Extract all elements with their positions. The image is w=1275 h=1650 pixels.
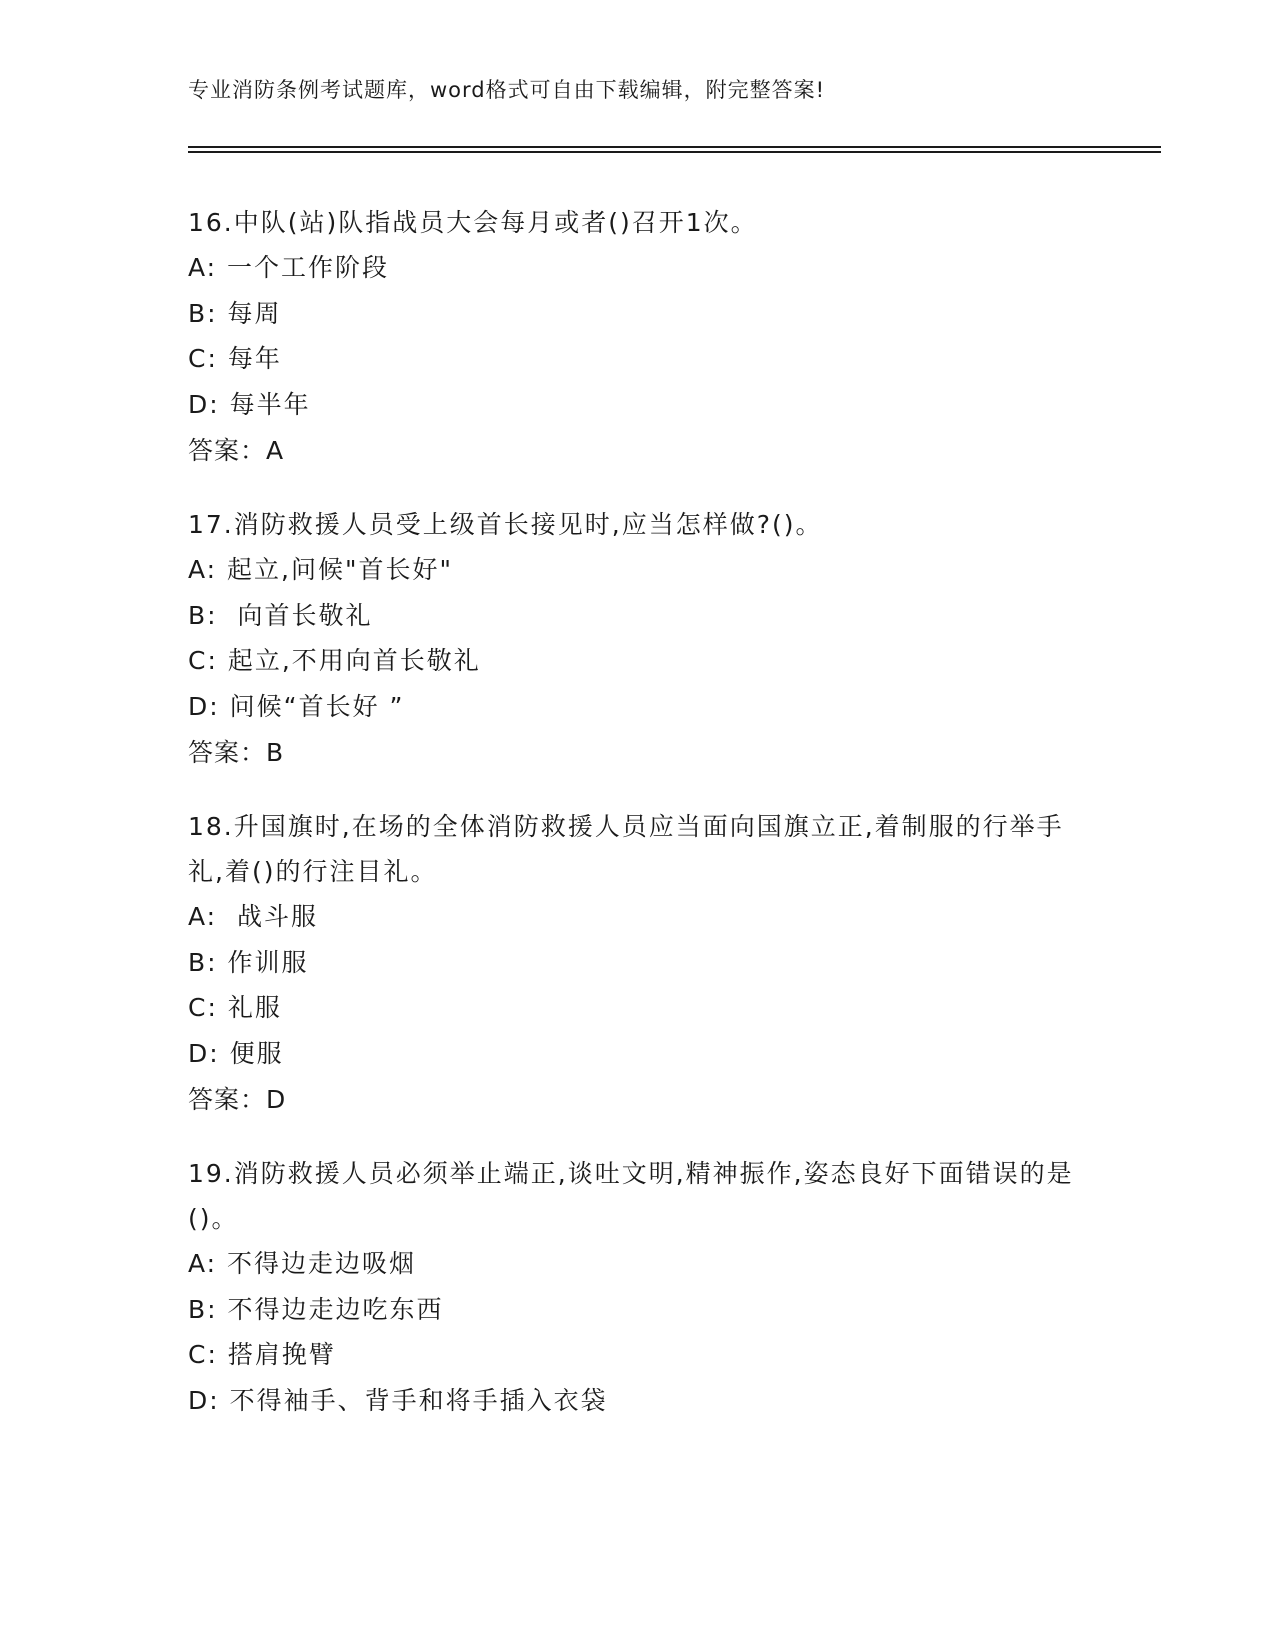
- option-c: C: 每年: [188, 344, 282, 373]
- question-18: [188, 804, 1088, 1123]
- option-c: C: 起立,不用向首长敬礼: [188, 646, 481, 675]
- answer-line: 答案：A: [188, 436, 285, 465]
- option-a: A: 战斗服: [188, 902, 318, 931]
- question-stem: 19.消防救援人员必须举止端正,谈吐文明,精神振作,姿态良好下面错误的是()。: [188, 1159, 1074, 1233]
- answer-line: 答案：D: [188, 1085, 287, 1114]
- option-a: A: 不得边走边吸烟: [188, 1249, 417, 1278]
- option-a: A: 一个工作阶段: [188, 253, 390, 282]
- option-d: D: 不得袖手、背手和将手插入衣袋: [188, 1385, 608, 1415]
- option-c: C: 搭肩挽臂: [188, 1340, 336, 1369]
- header-double-rule: [188, 146, 1161, 153]
- option-b: B: 作训服: [188, 947, 309, 977]
- option-b: B: 不得边走边吃东西: [188, 1294, 444, 1324]
- question-list: [188, 200, 1088, 1451]
- question-stem: 18.升国旗时,在场的全体消防救援人员应当面向国旗立正,着制服的行举手礼,着()的行注目礼。: [188, 812, 1064, 886]
- option-c: C: 礼服: [188, 993, 282, 1022]
- question-stem: 16.中队(站)队指战员大会每月或者()召开1次。: [188, 208, 758, 237]
- question-stem: 17.消防救援人员受上级首长接见时,应当怎样做?()。: [188, 510, 823, 539]
- document-header: 专业消防条例考试题库，word格式可自由下载编辑，附完整答案!: [188, 78, 826, 102]
- question-16: [188, 200, 1088, 474]
- option-b: B: 每周: [188, 298, 282, 328]
- question-17: [188, 502, 1088, 776]
- option-a: A: 起立,问候"首长好": [188, 555, 453, 584]
- option-d: D: 便服: [188, 1038, 284, 1068]
- option-b: B: 向首长敬礼: [188, 600, 373, 630]
- option-d: D: 每半年: [188, 389, 311, 419]
- option-d: D: 问候“首长好 ”: [188, 691, 405, 721]
- answer-line: 答案：B: [188, 738, 285, 767]
- question-19: [188, 1151, 1088, 1423]
